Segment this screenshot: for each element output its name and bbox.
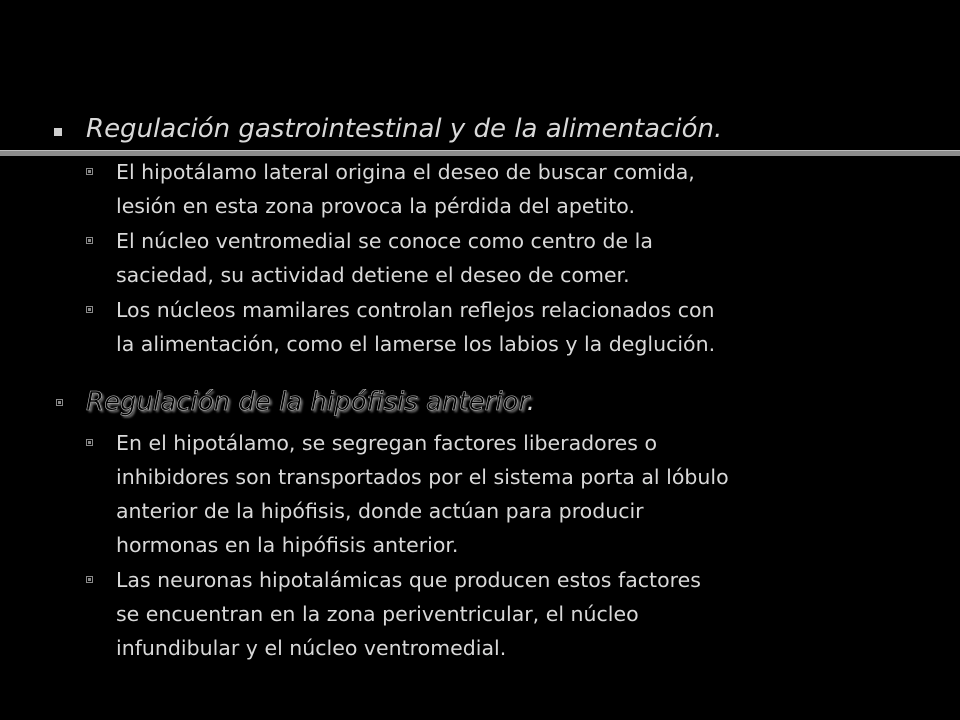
bullet-square-icon bbox=[86, 237, 93, 244]
list-item-line: saciedad, su actividad detiene el deseo de comer. bbox=[116, 263, 630, 287]
list-item-line: El hipotálamo lateral origina el deseo de buscar comida, bbox=[116, 160, 695, 184]
bullet-square-icon bbox=[86, 306, 93, 313]
list-item-line: anterior de la hipófisis, donde actúan para producir bbox=[116, 499, 644, 523]
list-item-line: infundibular y el núcleo ventromedial. bbox=[116, 636, 507, 660]
list-item bbox=[116, 155, 876, 223]
list-item bbox=[116, 293, 876, 361]
list-item-line: Los núcleos mamilares controlan reflejos relacionados con bbox=[116, 298, 715, 322]
bullet-square-icon bbox=[54, 128, 62, 136]
list-item-line: inhibidores son transportados por el sistema porta al lóbulo bbox=[116, 465, 729, 489]
bullet-square-icon bbox=[86, 168, 93, 175]
list-item-line: hormonas en la hipófisis anterior. bbox=[116, 533, 459, 557]
list-item bbox=[116, 224, 876, 292]
bullet-square-icon bbox=[86, 439, 93, 446]
list-item-line: En el hipotálamo, se segregan factores liberadores o bbox=[116, 431, 658, 455]
bullet-square-icon bbox=[86, 576, 93, 583]
list-item-line: lesión en esta zona provoca la pérdida del apetito. bbox=[116, 194, 635, 218]
section-heading-tail: . bbox=[526, 387, 536, 417]
list-item bbox=[116, 563, 876, 665]
bullet-square-icon bbox=[56, 399, 63, 406]
list-item-line: se encuentran en la zona periventricular, el núcleo bbox=[116, 602, 639, 626]
list-item-line: la alimentación, como el lamerse los labios y la deglución. bbox=[116, 332, 716, 356]
list-item-line: El núcleo ventromedial se conoce como centro de la bbox=[116, 229, 653, 253]
section-heading bbox=[86, 386, 535, 418]
section-heading-main: Regulación de la hipófisis anterior bbox=[86, 387, 527, 417]
section-heading: Regulación gastrointestinal y de la alimentación. bbox=[86, 114, 723, 144]
list-item-line: Las neuronas hipotalámicas que producen estos factores bbox=[116, 568, 701, 592]
list-item bbox=[116, 426, 876, 562]
